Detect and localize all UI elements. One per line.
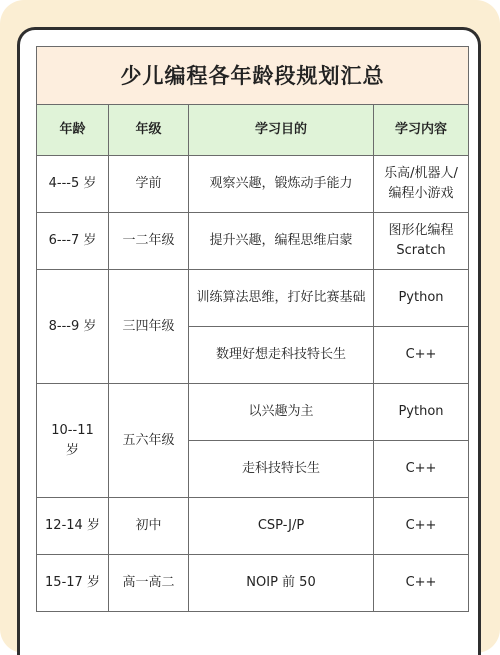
grade-cell: 初中 (109, 498, 189, 555)
plan-table (36, 46, 469, 612)
table-row (37, 498, 469, 555)
content-cell: C++ (374, 441, 469, 498)
age-cell: 6---7 岁 (37, 213, 109, 270)
grade-cell: 高一高二 (109, 555, 189, 612)
content-cell: C++ (374, 498, 469, 555)
goal-cell: 走科技特长生 (189, 441, 374, 498)
column-header-goal: 学习目的 (189, 105, 374, 156)
age-cell: 8---9 岁 (37, 270, 109, 384)
content-cell: Python (374, 270, 469, 327)
age-cell: 10--11 岁 (37, 384, 109, 498)
content-cell (374, 156, 469, 213)
goal-cell: 提升兴趣，编程思维启蒙 (189, 213, 374, 270)
age-cell: 4---5 岁 (37, 156, 109, 213)
column-header-content: 学习内容 (374, 105, 469, 156)
header-row (37, 105, 469, 156)
table-row (37, 555, 469, 612)
goal-cell: 观察兴趣，锻炼动手能力 (189, 156, 374, 213)
age-cell: 15-17 岁 (37, 555, 109, 612)
table-row (37, 270, 469, 327)
goal-cell: 训练算法思维，打好比赛基础 (189, 270, 374, 327)
goal-cell: CSP-J/P (189, 498, 374, 555)
content-cell (374, 213, 469, 270)
content-line: Scratch (396, 243, 446, 258)
content-line: 编程小游戏 (388, 186, 454, 201)
content-cell: C++ (374, 327, 469, 384)
grade-cell: 学前 (109, 156, 189, 213)
content-line: 乐高/机器人/ (384, 166, 458, 181)
content-cell: Python (374, 384, 469, 441)
column-header-age: 年龄 (37, 105, 109, 156)
content-cell: C++ (374, 555, 469, 612)
column-header-grade: 年级 (109, 105, 189, 156)
title-row (37, 47, 469, 105)
age-cell: 12-14 岁 (37, 498, 109, 555)
grade-cell: 一二年级 (109, 213, 189, 270)
content-line: 图形化编程 (388, 223, 454, 238)
plan-card (17, 27, 481, 655)
table-title: 少儿编程各年龄段规划汇总 (37, 47, 469, 105)
table-row (37, 213, 469, 270)
grade-cell: 三四年级 (109, 270, 189, 384)
table-row (37, 156, 469, 213)
grade-cell: 五六年级 (109, 384, 189, 498)
table-row (37, 384, 469, 441)
goal-cell: 以兴趣为主 (189, 384, 374, 441)
goal-cell: NOIP 前 50 (189, 555, 374, 612)
goal-cell: 数理好想走科技特长生 (189, 327, 374, 384)
